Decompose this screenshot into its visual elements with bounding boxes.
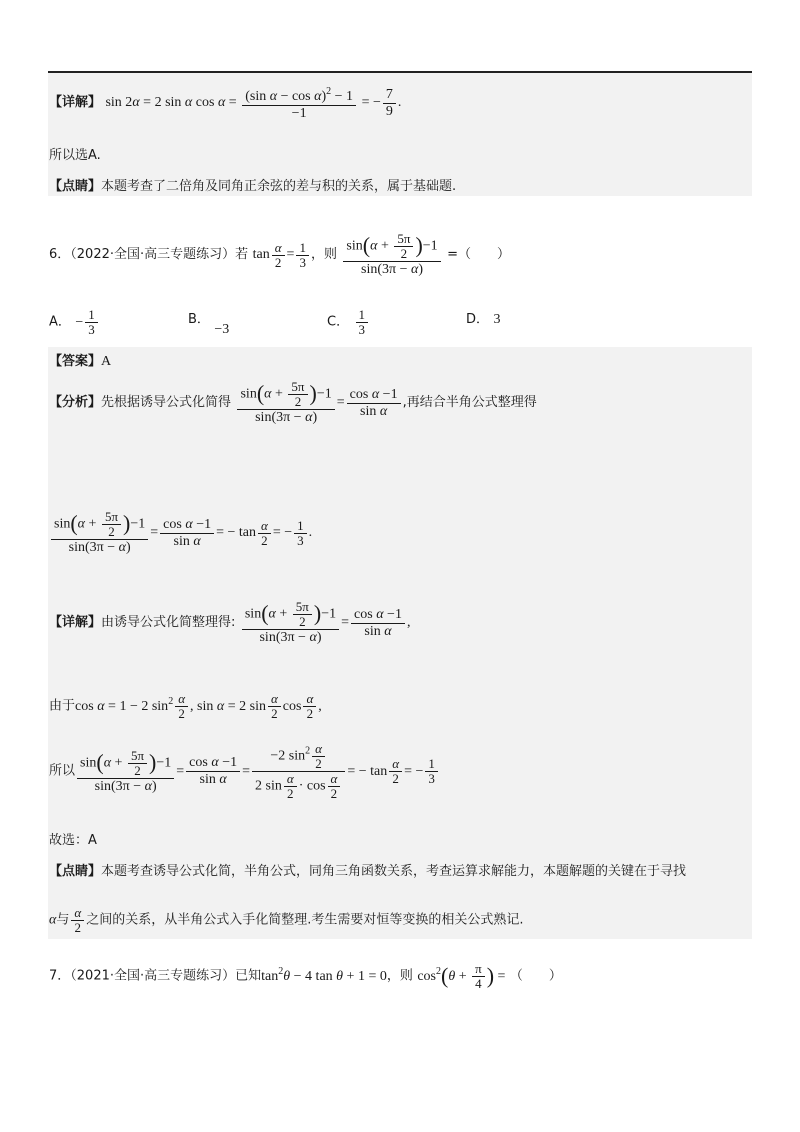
q7-number: 7． (49, 968, 71, 984)
q6-comment-line2: α与 $\frac{\alpha}{2}$ 之间的关系，从半角公式入手化简整理.考生需要对恒等变换的相关公式熟记. (49, 905, 524, 935)
q6-stem-middle: ，则 (310, 247, 337, 263)
q6-detail: 【详解】由诱导公式化简整理得: sin(α + $\frac{5\pi}{2}$ )−1 sin(3π − α) = $\frac{\text{cos α −1}}{\text{sin α}}$ , (49, 599, 411, 645)
q6-answer: 【答案】A (49, 354, 112, 369)
q6-blank: =（ ） (447, 247, 511, 263)
detail-formula-prev: sin 2α = 2 sin α cos α = $\frac{(\sin \alpha - \cos \alpha)^2 - 1}{-1}$ = − $\frac{7}{9}$ . (105, 86, 402, 121)
q6-comment: 【点睛】本题考查诱导公式化简，半角公式，同角三角函数关系，考查运算求解能力，本题解题的关键在于寻找 (49, 864, 687, 879)
q6-so: 所以 sin(α + $\frac{5\pi}{2}$ )−1 sin(3π − α) = $\frac{\text{cos α −1}}{\text{sin α}}$ = −2 $\sin^2$ $\frac{\alpha}{2}$ 2 sin $\frac{\alpha}{2}$ · cos $\frac{\alpha}{2}$ = − tan $\frac{\alpha}{2}$ = − $\frac{1}{3}$ (49, 742, 440, 801)
question-6-stem (49, 232, 510, 278)
q6-option-a: A． − $\frac{1}{3}$ (49, 308, 100, 337)
q6-number: 6． (49, 247, 71, 263)
comment-label: 【点睛】 (49, 179, 102, 194)
q6-option-b: B． −3 (188, 312, 230, 337)
detail-label: 【详解】 (49, 95, 102, 111)
q6-option-c: C． $\frac{1}{3}$ (327, 308, 370, 337)
q6-stem-prefix: 若 (235, 247, 249, 263)
q7-source: （2021·全国·高三专题练习） (70, 968, 236, 984)
q6-source: （2022·全国·高三专题练习） (70, 247, 236, 263)
question-7-stem: 7．（2021·全国·高三专题练习）已知$\tan^2\theta - 4$ tan θ + 1 = 0，则 $\cos^2(\theta$ + $\frac{\pi}{4}$ ) = （ ） (49, 961, 562, 991)
q6-option-d: D． 3 (466, 312, 501, 327)
choice-text: 所以选A. (49, 148, 101, 163)
q6-analysis-result: sin(α + $\frac{5\pi}{2}$ )−1 sin(3π − α) = $\frac{\text{cos α −1}}{\text{sin α}}$ = − tan $\frac{\alpha}{2}$ = − $\frac{1}{3}$ . (49, 510, 312, 556)
comment-prev (49, 177, 456, 196)
comment-text: 本题考查了二倍角及同角正余弦的差与积的关系，属于基础题. (101, 179, 457, 194)
q6-analysis: 【分析】先根据诱导公式化简得 sin(α + $\frac{5\pi}{2}$ )−1 sin(3π − α) = $\frac{\text{cos α −1}}{\text{sin α}}$ ,再结合半角公式整理得 (49, 379, 537, 425)
q6-expression: sin(α + $\frac{5\pi}{2}$ )−1 sin(3π − α) (341, 247, 442, 262)
q6-condition: tan $\frac{\alpha}{2}$ = $\frac{1}{3}$ (253, 247, 311, 262)
q6-conclusion: 故选：A (49, 833, 97, 848)
detail-line-prev (49, 84, 401, 122)
q6-since: 由于cos α = 1 − 2 $\sin^2$ $\frac{\alpha}{2}$ , sin α = 2 sin $\frac{\alpha}{2}$ cos $\frac{\alpha}{2}$ , (49, 691, 322, 721)
